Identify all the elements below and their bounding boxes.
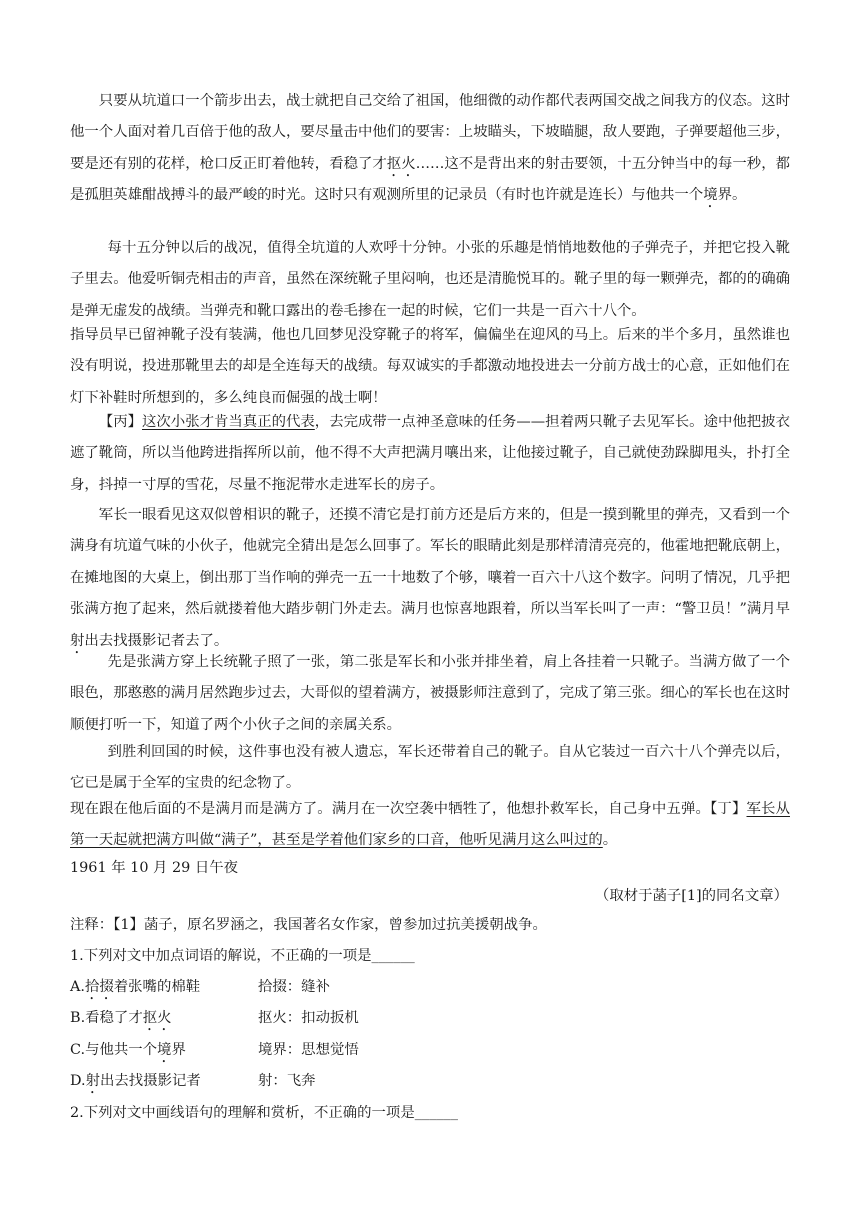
section-tag-bing: 【丙】	[98, 414, 142, 430]
option-b-prefix: B.看稳了才	[70, 1010, 143, 1026]
paragraph-8-text: 现在跟在他后面的不是满月而是满方了。满月在一次空袭中牺牲了，他想扑救军长，自己身中五弹。	[70, 801, 711, 817]
q1-option-c	[70, 1040, 186, 1066]
paragraph-1-text-a: 只要从坑道口一个箭步出去，战士就把自己交给了祖国，他细微的动作都代表两国交战之间我方的仪态。这时他一个人面对着几百倍于他的敌人，要尽量击中他们的要害：上坡瞄头，下坡瞄腿，敌人要跑，子弹要超他三步，要是还有别的花样，枪口反正盯着他转，看稳了才	[70, 93, 790, 172]
paragraph-4	[70, 407, 790, 501]
underlined-sentence-ding: 军长从第一天起就把满方叫做“满子”，甚至是学着他们家乡的口音，他听见满月这么叫过的	[70, 801, 790, 849]
dotted-word-jing: 境	[703, 187, 718, 204]
option-c-prefix: C.与他共一个	[70, 1042, 158, 1058]
q1-option-a-explanation: 拾掇：缝补	[258, 979, 330, 995]
paragraph-5-text-b: 出去找摄影记者去了。	[84, 632, 229, 649]
date-line: 1961 年 10 月 29 日午夜	[70, 860, 239, 876]
paragraph-1-text-b: ……这不是背出来的射击要领，十五分钟当中的每一秒，都是孤胆英雄酣战搏斗的最严峻的时光。这时只有观测所里的记录员（有时也许就是连长）与他共一个	[70, 155, 790, 204]
paragraph-5	[70, 500, 790, 657]
dotted-word-she: 射	[70, 632, 85, 649]
q1-option-a	[70, 977, 200, 1003]
footnote: 注释：【1】菡子，原名罗涵之，我国著名女作家，曾参加过抗美援朝战争。	[70, 917, 547, 933]
paragraph-6: 先是张满方穿上长统靴子照了一张，第二张是军长和小张并排坐着，肩上各挂着一只靴子。当满方做了一个眼色，那憨憨的满月居然跑步过去，大哥似的望着满方，被摄影师注意到了，完成了第三张。细心的军长也在这时顺便打听一下，知道了两个小伙子之间的亲属关系。	[70, 654, 790, 733]
paragraph-1-text-c: 界。	[717, 187, 747, 204]
question-2-stem: 2.下列对文中画线语句的理解和赏析，不正确的一项是______	[70, 1105, 458, 1121]
option-d-prefix: D.	[70, 1073, 86, 1089]
option-a-prefix: A.	[70, 979, 85, 995]
option-a-dotted-word: 拾掇	[84, 979, 114, 995]
q1-option-c-explanation: 境界：思想觉悟	[258, 1042, 359, 1058]
q1-option-b	[70, 1008, 172, 1034]
option-c-suffix: 界	[171, 1042, 186, 1058]
paragraph-7: 到胜利回国的时候，这件事也没有被人遗忘，军长还带着自己的靴子。自从它装过一百六十八个弹壳以后，它已是属于全军的宝贵的纪念物了。	[70, 744, 790, 792]
q1-option-d	[70, 1071, 201, 1097]
underlined-sentence-bing: 这次小张才肯当真正的代表	[142, 414, 315, 430]
paragraph-3: 指导员早已留神靴子没有装满，他也几回梦见没穿靴子的将军，偏偏坐在迎风的马上。后来的半个多月，虽然谁也没有明说，投进那靴里去的却是全连每天的战绩。每双诚实的手都激动地投进去一分前方战士的心意，正如他们在灯下补鞋时所想到的，多么纯良而倔强的战士啊！	[70, 327, 790, 406]
option-d-suffix: 出去找摄影记者	[100, 1073, 201, 1089]
question-1-stem: 1.下列对文中加点词语的解说，不正确的一项是______	[70, 948, 415, 964]
paragraph-8	[70, 794, 790, 857]
option-c-dotted-word: 境	[157, 1042, 172, 1058]
paragraph-2: 每十五分钟以后的战况，值得全坑道的人欢呼十分钟。小张的乐趣是悄悄地数他的子弹壳子，并把它投入靴子里去。他爱听铜壳相击的声音，虽然在深统靴子里闷响，也还是清脆悦耳的。靴子里的每一颗弹壳，都的的确确是弹无虚发的战绩。当弹壳和靴口露出的卷毛掺在一起的时候，它们一共是一百六十八个。	[70, 240, 790, 319]
option-d-dotted-word: 射	[85, 1073, 101, 1089]
paragraph-4-text: ，去完成带一点神圣意味的任务——担着两只靴子去见军长。途中他把披衣遮了靴筒，所以当他跨进指挥所以前，他不得不大声把满月嚷出来，让他接过靴子，自己就使劲跺脚甩头，扑打全身，抖掉一寸厚的雪花，尽量不拖泥带水走进军长的房子。	[70, 414, 790, 493]
dotted-word-kouhuo: 抠火	[386, 155, 416, 172]
paragraph-1	[70, 86, 790, 212]
q1-option-b-explanation: 抠火：扣动扳机	[258, 1010, 359, 1026]
source-line: （取材于菡子[1]的同名文章）	[594, 888, 788, 904]
paragraph-5-text-a: 军长一眼看见这双似曾相识的靴子，还摸不清它是打前方还是后方来的，但是一摸到靴里的弹壳，又看到一个满身有坑道气味的小伙子，他就完全猜出是怎么回事了。军长的眼睛此刻是那样清清亮亮的，他霍地把靴底朝上，在摊地图的大桌上，倒出那丁当作响的弹壳一五一十地数了个够，嚷着一百六十八这个数字。问明了情况，几乎把张满方抱了起来，然后就搂着他大踏步朝门外走去。满月也惊喜地跟着，所以当军长叫了一声：“警卫员！”满月早	[70, 507, 790, 618]
q1-option-d-explanation: 射：飞奔	[258, 1073, 316, 1089]
section-tag-ding: 【丁】	[710, 801, 747, 817]
option-b-dotted-word: 抠火	[142, 1010, 172, 1026]
paragraph-8-end: 。	[602, 832, 618, 849]
option-a-suffix: 着张嘴的棉鞋	[113, 979, 201, 995]
